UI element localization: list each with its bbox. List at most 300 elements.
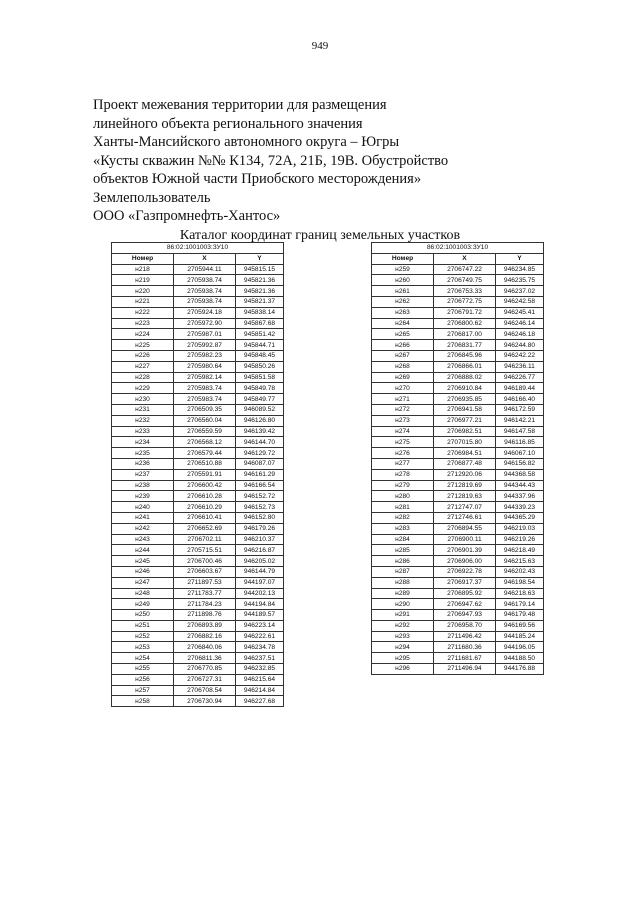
table-row	[112, 372, 284, 383]
table-row	[112, 610, 284, 621]
y-coordinate: 946179.14	[496, 599, 544, 610]
x-coordinate: 2706917.37	[434, 577, 496, 588]
x-coordinate: 2706922.78	[434, 566, 496, 577]
y-coordinate: 946222.61	[236, 631, 284, 642]
y-coordinate: 945867.68	[236, 318, 284, 329]
point-number: н287	[372, 566, 434, 577]
catalog-title: Каталог координат границ земельных участков	[179, 228, 461, 243]
table-row	[112, 329, 284, 340]
table-row	[372, 296, 544, 307]
x-coordinate: 2706910.84	[434, 383, 496, 394]
x-coordinate: 2705987.01	[174, 329, 236, 340]
table-row	[112, 437, 284, 448]
x-coordinate: 2706702.11	[174, 534, 236, 545]
point-number: н225	[112, 340, 174, 351]
point-number: н262	[372, 296, 434, 307]
point-number: н226	[112, 350, 174, 361]
y-coordinate: 946246.14	[496, 318, 544, 329]
y-coordinate: 944188.50	[496, 653, 544, 664]
y-coordinate: 946147.58	[496, 426, 544, 437]
y-coordinate: 946087.07	[236, 458, 284, 469]
table-row	[372, 512, 544, 523]
x-coordinate: 2706610.29	[174, 502, 236, 513]
point-number: н241	[112, 512, 174, 523]
y-coordinate: 944196.05	[496, 642, 544, 653]
y-coordinate: 946210.37	[236, 534, 284, 545]
table-row	[372, 545, 544, 556]
y-coordinate: 945851.42	[236, 329, 284, 340]
y-coordinate: 946237.02	[496, 286, 544, 297]
x-coordinate: 2706958.70	[434, 620, 496, 631]
coordinates-table-body	[372, 264, 544, 674]
y-coordinate: 946246.18	[496, 329, 544, 340]
point-number: н238	[112, 480, 174, 491]
table-row	[372, 383, 544, 394]
x-coordinate: 2705938.74	[174, 286, 236, 297]
point-number: н231	[112, 404, 174, 415]
table-row	[372, 404, 544, 415]
y-coordinate: 945821.36	[236, 286, 284, 297]
y-coordinate: 945848.45	[236, 350, 284, 361]
y-coordinate: 946067.10	[496, 448, 544, 459]
table-row	[112, 361, 284, 372]
point-number: н274	[372, 426, 434, 437]
point-number: н250	[112, 610, 174, 621]
point-number: н234	[112, 437, 174, 448]
table-row	[112, 350, 284, 361]
y-coordinate: 946215.64	[236, 674, 284, 685]
header-line: линейного объекта регионального значения	[93, 115, 363, 132]
point-number: н232	[112, 415, 174, 426]
table-row	[112, 415, 284, 426]
table-row	[112, 394, 284, 405]
point-number: н286	[372, 556, 434, 567]
point-number: н269	[372, 372, 434, 383]
x-coordinate: 2712920.06	[434, 469, 496, 480]
x-coordinate: 2706977.21	[434, 415, 496, 426]
y-coordinate: 946226.77	[496, 372, 544, 383]
y-coordinate: 946139.42	[236, 426, 284, 437]
header-line: ООО «Газпромнефть-Хантос»	[93, 208, 281, 224]
table-row	[112, 664, 284, 675]
y-coordinate: 946216.87	[236, 545, 284, 556]
point-number: н224	[112, 329, 174, 340]
x-coordinate: 2705924.18	[174, 307, 236, 318]
x-coordinate: 2705982.14	[174, 372, 236, 383]
point-number: н283	[372, 523, 434, 534]
table-row	[112, 480, 284, 491]
point-number: н279	[372, 480, 434, 491]
y-coordinate: 946166.54	[236, 480, 284, 491]
point-number: н293	[372, 631, 434, 642]
page-number: 949	[311, 40, 329, 52]
point-number: н280	[372, 491, 434, 502]
table-row	[112, 512, 284, 523]
y-coordinate: 945821.36	[236, 275, 284, 286]
table-row	[112, 588, 284, 599]
x-coordinate: 2706831.77	[434, 340, 496, 351]
table-row	[372, 631, 544, 642]
y-coordinate: 945850.26	[236, 361, 284, 372]
point-number: н288	[372, 577, 434, 588]
table-row	[372, 448, 544, 459]
x-coordinate: 2706652.69	[174, 523, 236, 534]
y-coordinate: 946179.26	[236, 523, 284, 534]
x-coordinate: 2706941.58	[434, 404, 496, 415]
coordinates-table-left	[111, 242, 284, 707]
y-coordinate: 944197.07	[236, 577, 284, 588]
column-header-number: Номер	[372, 253, 434, 264]
x-coordinate: 2707015.80	[434, 437, 496, 448]
point-number: н251	[112, 620, 174, 631]
x-coordinate: 2706579.44	[174, 448, 236, 459]
y-coordinate: 946179.48	[496, 610, 544, 621]
table-row	[112, 458, 284, 469]
point-number: н284	[372, 534, 434, 545]
x-coordinate: 2706708.54	[174, 685, 236, 696]
y-coordinate: 946235.75	[496, 275, 544, 286]
point-number: н240	[112, 502, 174, 513]
point-number: н295	[372, 653, 434, 664]
x-coordinate: 2706982.51	[434, 426, 496, 437]
y-coordinate: 946218.49	[496, 545, 544, 556]
y-coordinate: 946218.63	[496, 588, 544, 599]
x-coordinate: 2706894.55	[434, 523, 496, 534]
x-coordinate: 2706772.75	[434, 296, 496, 307]
point-number: н236	[112, 458, 174, 469]
parcel-id: 86:02:1001003:ЗУ10	[112, 243, 284, 254]
point-number: н264	[372, 318, 434, 329]
x-coordinate: 2711897.53	[174, 577, 236, 588]
table-row	[372, 664, 544, 675]
column-header-x: X	[174, 253, 236, 264]
column-header-number: Номер	[112, 253, 174, 264]
table-row	[112, 448, 284, 459]
point-number: н294	[372, 642, 434, 653]
y-coordinate: 944337.96	[496, 491, 544, 502]
table-row	[372, 556, 544, 567]
x-coordinate: 2706935.85	[434, 394, 496, 405]
table-row	[372, 437, 544, 448]
x-coordinate: 2706509.35	[174, 404, 236, 415]
y-coordinate: 944189.57	[236, 610, 284, 621]
y-coordinate: 945849.77	[236, 394, 284, 405]
table-row	[372, 491, 544, 502]
table-row	[372, 577, 544, 588]
table-row	[112, 653, 284, 664]
y-coordinate: 944185.24	[496, 631, 544, 642]
x-coordinate: 2706893.89	[174, 620, 236, 631]
point-number: н282	[372, 512, 434, 523]
point-number: н291	[372, 610, 434, 621]
y-coordinate: 946142.21	[496, 415, 544, 426]
y-coordinate: 946166.40	[496, 394, 544, 405]
y-coordinate: 946242.22	[496, 350, 544, 361]
y-coordinate: 946205.02	[236, 556, 284, 567]
point-number: н272	[372, 404, 434, 415]
y-coordinate: 946234.85	[496, 264, 544, 275]
x-coordinate: 2706730.94	[174, 696, 236, 707]
table-row	[112, 556, 284, 567]
table-row	[372, 469, 544, 480]
x-coordinate: 2706901.39	[434, 545, 496, 556]
y-coordinate: 946236.11	[496, 361, 544, 372]
point-number: н237	[112, 469, 174, 480]
point-number: н235	[112, 448, 174, 459]
y-coordinate: 946089.52	[236, 404, 284, 415]
y-coordinate: 946215.63	[496, 556, 544, 567]
y-coordinate: 946116.85	[496, 437, 544, 448]
x-coordinate: 2711496.42	[434, 631, 496, 642]
x-coordinate: 2706568.12	[174, 437, 236, 448]
y-coordinate: 944368.58	[496, 469, 544, 480]
y-coordinate: 946245.41	[496, 307, 544, 318]
table-row	[112, 340, 284, 351]
y-coordinate: 944339.23	[496, 502, 544, 513]
table-row	[112, 642, 284, 653]
x-coordinate: 2711496.94	[434, 664, 496, 675]
table-row	[112, 620, 284, 631]
table-row	[372, 372, 544, 383]
x-coordinate: 2706866.01	[434, 361, 496, 372]
x-coordinate: 2705972.90	[174, 318, 236, 329]
coordinates-table-right	[371, 242, 544, 675]
point-number: н244	[112, 545, 174, 556]
table-row	[372, 534, 544, 545]
table-row	[372, 361, 544, 372]
point-number: н273	[372, 415, 434, 426]
y-coordinate: 946223.14	[236, 620, 284, 631]
table-row	[372, 394, 544, 405]
table-row	[372, 599, 544, 610]
x-coordinate: 2706700.46	[174, 556, 236, 567]
y-coordinate: 946244.80	[496, 340, 544, 351]
table-row	[112, 502, 284, 513]
x-coordinate: 2706560.04	[174, 415, 236, 426]
y-coordinate: 944344.43	[496, 480, 544, 491]
point-number: н296	[372, 664, 434, 675]
point-number: н261	[372, 286, 434, 297]
x-coordinate: 2705944.11	[174, 264, 236, 275]
x-coordinate: 2706791.72	[434, 307, 496, 318]
point-number: н218	[112, 264, 174, 275]
table-row	[372, 653, 544, 664]
point-number: н248	[112, 588, 174, 599]
y-coordinate: 946227.68	[236, 696, 284, 707]
point-number: н263	[372, 307, 434, 318]
table-row	[112, 696, 284, 707]
point-number: н239	[112, 491, 174, 502]
point-number: н220	[112, 286, 174, 297]
table-row	[372, 275, 544, 286]
y-coordinate: 946242.58	[496, 296, 544, 307]
table-row	[372, 307, 544, 318]
y-coordinate: 946219.26	[496, 534, 544, 545]
table-row	[112, 404, 284, 415]
y-coordinate: 944176.88	[496, 664, 544, 675]
y-coordinate: 944202.13	[236, 588, 284, 599]
point-number: н230	[112, 394, 174, 405]
point-number: н276	[372, 448, 434, 459]
x-coordinate: 2705983.74	[174, 383, 236, 394]
x-coordinate: 2706510.88	[174, 458, 236, 469]
point-number: н245	[112, 556, 174, 567]
y-coordinate: 945851.58	[236, 372, 284, 383]
x-coordinate: 2705715.51	[174, 545, 236, 556]
x-coordinate: 2711784.23	[174, 599, 236, 610]
point-number: н270	[372, 383, 434, 394]
point-number: н290	[372, 599, 434, 610]
y-coordinate: 946152.72	[236, 491, 284, 502]
table-row	[112, 275, 284, 286]
x-coordinate: 2706984.51	[434, 448, 496, 459]
y-coordinate: 944365.29	[496, 512, 544, 523]
y-coordinate: 946234.78	[236, 642, 284, 653]
x-coordinate: 2705992.87	[174, 340, 236, 351]
point-number: н285	[372, 545, 434, 556]
point-number: н254	[112, 653, 174, 664]
point-number: н260	[372, 275, 434, 286]
coordinates-table-body	[112, 264, 284, 707]
x-coordinate: 2712746.61	[434, 512, 496, 523]
table-row	[112, 534, 284, 545]
y-coordinate: 946237.51	[236, 653, 284, 664]
table-row	[112, 545, 284, 556]
point-number: н267	[372, 350, 434, 361]
point-number: н233	[112, 426, 174, 437]
x-coordinate: 2705938.74	[174, 296, 236, 307]
y-coordinate: 946156.82	[496, 458, 544, 469]
point-number: н277	[372, 458, 434, 469]
point-number: н289	[372, 588, 434, 599]
table-row	[112, 491, 284, 502]
point-number: н268	[372, 361, 434, 372]
y-coordinate: 946214.84	[236, 685, 284, 696]
y-coordinate: 946232.85	[236, 664, 284, 675]
y-coordinate: 946172.59	[496, 404, 544, 415]
x-coordinate: 2705980.64	[174, 361, 236, 372]
point-number: н252	[112, 631, 174, 642]
x-coordinate: 2706770.85	[174, 664, 236, 675]
table-row	[372, 566, 544, 577]
y-coordinate: 945844.71	[236, 340, 284, 351]
header-line: объектов Южной части Приобского месторождения»	[93, 171, 422, 187]
column-header-y: Y	[236, 253, 284, 264]
x-coordinate: 2706749.75	[434, 275, 496, 286]
x-coordinate: 2706840.06	[174, 642, 236, 653]
point-number: н221	[112, 296, 174, 307]
y-coordinate: 946152.73	[236, 502, 284, 513]
table-row	[372, 415, 544, 426]
point-number: н292	[372, 620, 434, 631]
x-coordinate: 2706895.92	[434, 588, 496, 599]
table-row	[372, 620, 544, 631]
project-header	[93, 96, 553, 226]
y-coordinate: 945821.37	[236, 296, 284, 307]
x-coordinate: 2706559.59	[174, 426, 236, 437]
x-coordinate: 2712747.07	[434, 502, 496, 513]
point-number: н242	[112, 523, 174, 534]
x-coordinate: 2711783.77	[174, 588, 236, 599]
table-row	[112, 599, 284, 610]
y-coordinate: 946152.80	[236, 512, 284, 523]
x-coordinate: 2706882.16	[174, 631, 236, 642]
table-row	[112, 296, 284, 307]
table-row	[372, 588, 544, 599]
table-row	[112, 566, 284, 577]
point-number: н249	[112, 599, 174, 610]
x-coordinate: 2706877.48	[434, 458, 496, 469]
table-row	[112, 426, 284, 437]
table-row	[112, 264, 284, 275]
x-coordinate: 2706800.62	[434, 318, 496, 329]
x-coordinate: 2705938.74	[174, 275, 236, 286]
y-coordinate: 946144.79	[236, 566, 284, 577]
point-number: н281	[372, 502, 434, 513]
x-coordinate: 2712819.63	[434, 491, 496, 502]
table-row	[372, 642, 544, 653]
x-coordinate: 2706753.33	[434, 286, 496, 297]
y-coordinate: 946198.54	[496, 577, 544, 588]
table-row	[372, 426, 544, 437]
x-coordinate: 2711898.76	[174, 610, 236, 621]
header-line: Ханты-Мансийского автономного округа – Югры	[93, 134, 400, 150]
point-number: н259	[372, 264, 434, 275]
x-coordinate: 2706603.67	[174, 566, 236, 577]
point-number: н246	[112, 566, 174, 577]
parcel-id: 86:02:1001003:ЗУ10	[372, 243, 544, 254]
x-coordinate: 2705982.23	[174, 350, 236, 361]
table-row	[112, 631, 284, 642]
table-row	[372, 350, 544, 361]
table-row	[372, 318, 544, 329]
point-number: н265	[372, 329, 434, 340]
table-row	[372, 329, 544, 340]
y-coordinate: 945849.78	[236, 383, 284, 394]
point-number: н223	[112, 318, 174, 329]
table-row	[112, 318, 284, 329]
x-coordinate: 2706947.93	[434, 610, 496, 621]
point-number: н243	[112, 534, 174, 545]
x-coordinate: 2706747.22	[434, 264, 496, 275]
x-coordinate: 2705983.74	[174, 394, 236, 405]
x-coordinate: 2712819.69	[434, 480, 496, 491]
x-coordinate: 2706600.42	[174, 480, 236, 491]
y-coordinate: 946202.43	[496, 566, 544, 577]
table-row	[112, 383, 284, 394]
table-row	[372, 480, 544, 491]
y-coordinate: 945838.14	[236, 307, 284, 318]
x-coordinate: 2706888.02	[434, 372, 496, 383]
table-row	[112, 523, 284, 534]
table-row	[372, 286, 544, 297]
point-number: н247	[112, 577, 174, 588]
point-number: н219	[112, 275, 174, 286]
table-row	[112, 469, 284, 480]
point-number: н222	[112, 307, 174, 318]
x-coordinate: 2706845.96	[434, 350, 496, 361]
x-coordinate: 2711681.67	[434, 653, 496, 664]
point-number: н253	[112, 642, 174, 653]
point-number: н266	[372, 340, 434, 351]
x-coordinate: 2706817.00	[434, 329, 496, 340]
y-coordinate: 946169.56	[496, 620, 544, 631]
point-number: н257	[112, 685, 174, 696]
point-number: н278	[372, 469, 434, 480]
y-coordinate: 946126.80	[236, 415, 284, 426]
point-number: н228	[112, 372, 174, 383]
x-coordinate: 2706906.00	[434, 556, 496, 567]
